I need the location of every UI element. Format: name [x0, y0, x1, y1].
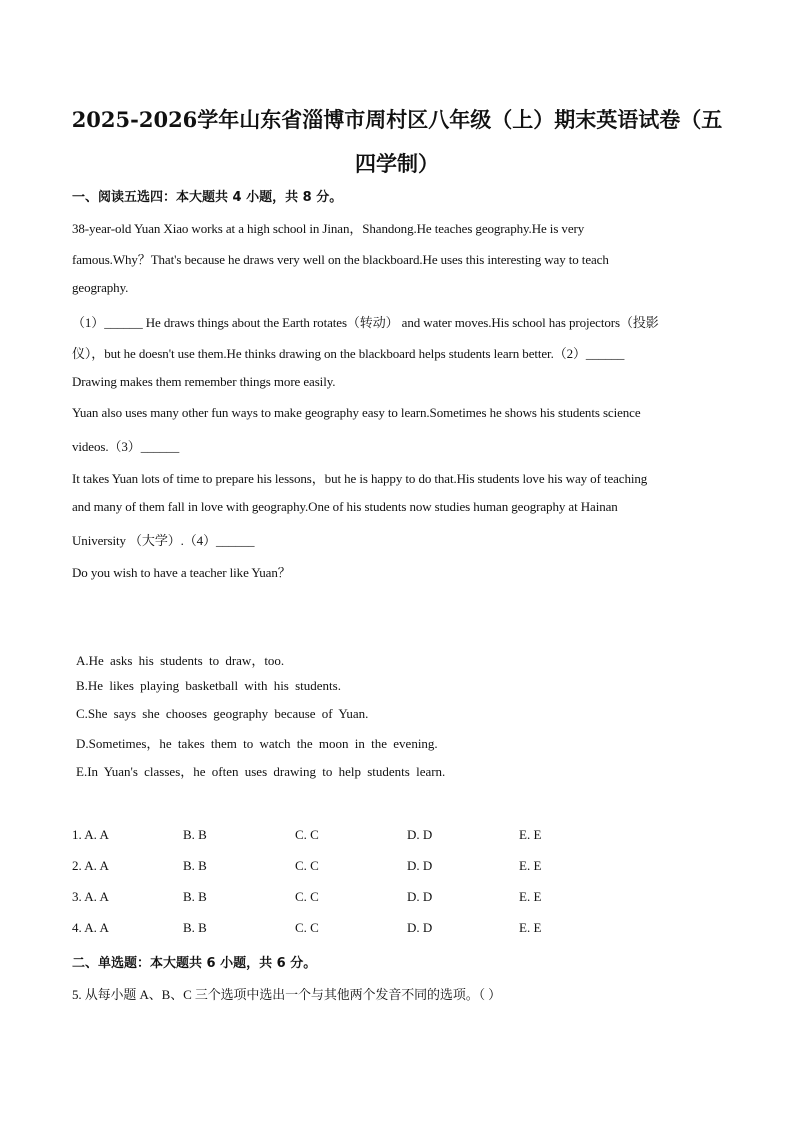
title-line-2: 四学制）: [355, 151, 439, 176]
passage-line: Do you wish to have a teacher like Yuan？: [72, 565, 291, 580]
answer-choice[interactable]: 3. A. A: [72, 889, 109, 904]
option-d: D.Sometimes，he takes them to watch the moon in the evening.: [76, 736, 438, 751]
passage-line: 仪），but he doesn't use them.He thinks drawing on the blackboard helps students learn better.（2）______: [72, 346, 625, 361]
answer-choice[interactable]: 1. A. A: [72, 827, 109, 842]
answer-choice[interactable]: C. C: [295, 889, 319, 904]
title-line-1: 2025-2026学年山东省淄博市周村区八年级（上）期末英语试卷（五: [71, 107, 723, 132]
answer-choice[interactable]: D. D: [407, 858, 433, 873]
answer-row-2: [72, 858, 592, 876]
passage-line: 38-year-old Yuan Xiao works at a high school in Jinan，Shandong.He teaches geography.He is very: [72, 221, 585, 236]
answer-row-3: [72, 889, 592, 907]
answer-choice[interactable]: C. C: [295, 827, 319, 842]
passage-line: Drawing makes them remember things more easily.: [72, 374, 336, 389]
passage-line: and many of them fall in love with geography.One of his students now studies human geography at Hainan: [72, 499, 618, 514]
answer-choice[interactable]: D. D: [407, 827, 433, 842]
answer-row-4: [72, 920, 592, 938]
answer-choice[interactable]: 4. A. A: [72, 920, 109, 935]
option-a: A.He asks his students to draw，too.: [76, 653, 285, 668]
passage-line: （1）______ He draws things about the Earth rotates（转动） and water moves.His school has projectors（投影: [72, 315, 659, 330]
passage-line: University （大学）.（4）______: [72, 533, 255, 548]
answer-choice[interactable]: B. B: [183, 889, 207, 904]
section-2-heading: 二、单选题：本大题共 6 小题，共 6 分。: [72, 956, 317, 971]
answer-choice[interactable]: E. E: [519, 827, 542, 842]
answer-choice[interactable]: 2. A. A: [72, 858, 109, 873]
answer-choice[interactable]: E. E: [519, 920, 542, 935]
option-b: B.He likes playing basketball with his students.: [76, 678, 341, 693]
answer-choice[interactable]: E. E: [519, 858, 542, 873]
question-5: 5. 从每小题 A、B、C 三个选项中选出一个与其他两个发音不同的选项。（ ）: [72, 987, 502, 1002]
answer-choice[interactable]: C. C: [295, 858, 319, 873]
answer-choice[interactable]: E. E: [519, 889, 542, 904]
passage-line: Yuan also uses many other fun ways to make geography easy to learn.Sometimes he shows his students science: [72, 405, 641, 420]
section-1-heading: 一、阅读五选四：本大题共 4 小题，共 8 分。: [72, 190, 343, 205]
answer-choice[interactable]: D. D: [407, 920, 433, 935]
answer-choice[interactable]: D. D: [407, 889, 433, 904]
answer-choice[interactable]: C. C: [295, 920, 319, 935]
answer-choice[interactable]: B. B: [183, 858, 207, 873]
answer-choice[interactable]: B. B: [183, 827, 207, 842]
passage-line: famous.Why？That's because he draws very well on the blackboard.He uses this interesting way to teach: [72, 252, 609, 267]
passage-line: geography.: [72, 280, 129, 295]
passage-line: videos.（3）______: [72, 439, 180, 454]
option-e: E.In Yuan's classes，he often uses drawing to help students learn.: [76, 764, 446, 779]
option-c: C.She says she chooses geography because of Yuan.: [76, 706, 369, 721]
answer-row-1: [72, 827, 592, 845]
passage-line: It takes Yuan lots of time to prepare his lessons，but he is happy to do that.His students love his way of teaching: [72, 471, 648, 486]
answer-choice[interactable]: B. B: [183, 920, 207, 935]
page-title: [60, 98, 734, 186]
